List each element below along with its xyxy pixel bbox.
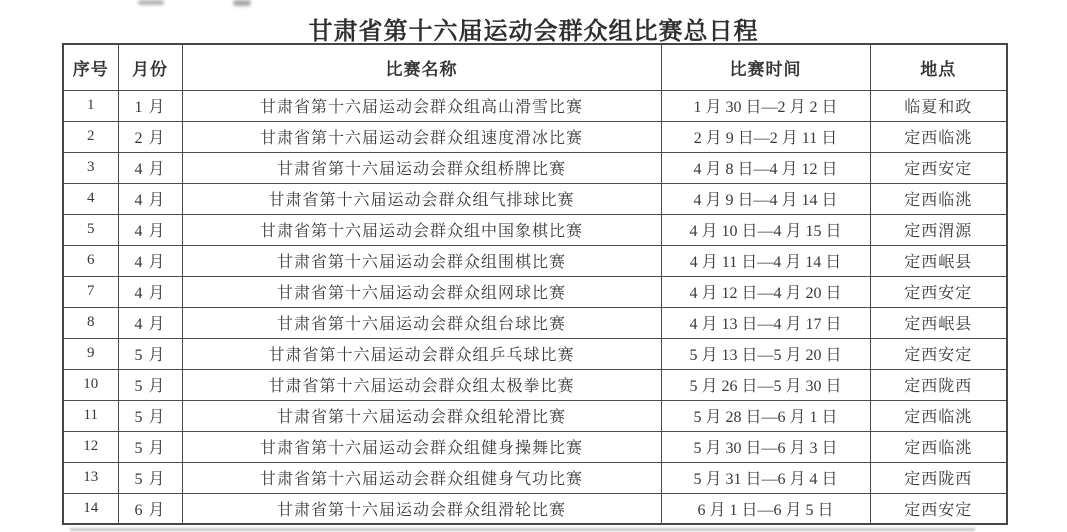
- table-row: [63, 121, 1007, 152]
- cell-serial: 10: [63, 369, 118, 400]
- cell-serial: 1: [63, 90, 118, 121]
- cell-serial: 8: [63, 307, 118, 338]
- cell-location: 定西临洮: [870, 431, 1007, 462]
- table-row: [63, 214, 1007, 245]
- cell-month: 4 月: [118, 183, 182, 214]
- cell-month: 1 月: [118, 90, 182, 121]
- cell-competition-name: 甘肃省第十六届运动会群众组网球比赛: [182, 276, 661, 307]
- cell-time: 4 月 11 日—4 月 14 日: [661, 245, 870, 276]
- cell-month: 4 月: [118, 245, 182, 276]
- cell-location: 定西临洮: [870, 121, 1007, 152]
- cell-serial: 12: [63, 431, 118, 462]
- table-row: [63, 245, 1007, 276]
- cell-competition-name: 甘肃省第十六届运动会群众组健身气功比赛: [182, 462, 661, 493]
- cell-time: 4 月 8 日—4 月 12 日: [661, 152, 870, 183]
- cell-month: 4 月: [118, 152, 182, 183]
- cell-month: 4 月: [118, 307, 182, 338]
- cell-month: 5 月: [118, 462, 182, 493]
- cell-competition-name: 甘肃省第十六届运动会群众组中国象棋比赛: [182, 214, 661, 245]
- cell-location: 定西岷县: [870, 307, 1007, 338]
- cell-location: 定西临洮: [870, 183, 1007, 214]
- column-header-location: 地点: [870, 44, 1007, 90]
- cell-competition-name: 甘肃省第十六届运动会群众组滑轮比赛: [182, 493, 661, 524]
- cell-competition-name: 甘肃省第十六届运动会群众组围棋比赛: [182, 245, 661, 276]
- cell-competition-name: 甘肃省第十六届运动会群众组速度滑冰比赛: [182, 121, 661, 152]
- cell-competition-name: 甘肃省第十六届运动会群众组气排球比赛: [182, 183, 661, 214]
- cell-time: 5 月 26 日—5 月 30 日: [661, 369, 870, 400]
- cell-month: 5 月: [118, 338, 182, 369]
- scan-artifact: [138, 0, 164, 5]
- scan-cutoff-artifact: [70, 528, 975, 531]
- cell-time: 5 月 31 日—6 月 4 日: [661, 462, 870, 493]
- cell-time: 5 月 30 日—6 月 3 日: [661, 431, 870, 462]
- cell-serial: 2: [63, 121, 118, 152]
- cell-serial: 13: [63, 462, 118, 493]
- cell-month: 2 月: [118, 121, 182, 152]
- cell-competition-name: 甘肃省第十六届运动会群众组乒乓球比赛: [182, 338, 661, 369]
- column-header-serial: 序号: [63, 44, 118, 90]
- cell-time: 4 月 12 日—4 月 20 日: [661, 276, 870, 307]
- column-header-time: 比赛时间: [661, 44, 870, 90]
- cell-serial: 14: [63, 493, 118, 524]
- cell-serial: 11: [63, 400, 118, 431]
- cell-serial: 6: [63, 245, 118, 276]
- header-row: [63, 44, 1007, 90]
- cell-month: 6 月: [118, 493, 182, 524]
- cell-competition-name: 甘肃省第十六届运动会群众组桥牌比赛: [182, 152, 661, 183]
- cell-serial: 4: [63, 183, 118, 214]
- table-row: [63, 276, 1007, 307]
- cell-location: 定西安定: [870, 493, 1007, 524]
- cell-time: 5 月 28 日—6 月 1 日: [661, 400, 870, 431]
- cell-location: 定西安定: [870, 276, 1007, 307]
- table-row: [63, 462, 1007, 493]
- cell-competition-name: 甘肃省第十六届运动会群众组轮滑比赛: [182, 400, 661, 431]
- cell-month: 4 月: [118, 214, 182, 245]
- cell-month: 4 月: [118, 276, 182, 307]
- table-row: [63, 338, 1007, 369]
- cell-serial: 9: [63, 338, 118, 369]
- table-row: [63, 183, 1007, 214]
- cell-time: 2 月 9 日—2 月 11 日: [661, 121, 870, 152]
- cell-location: 定西安定: [870, 152, 1007, 183]
- cell-location: 定西渭源: [870, 214, 1007, 245]
- cell-competition-name: 甘肃省第十六届运动会群众组台球比赛: [182, 307, 661, 338]
- table-body: [63, 90, 1007, 524]
- cell-location: 定西安定: [870, 338, 1007, 369]
- table-row: [63, 90, 1007, 121]
- cell-competition-name: 甘肃省第十六届运动会群众组高山滑雪比赛: [182, 90, 661, 121]
- scan-artifact: [233, 0, 251, 6]
- table-row: [63, 369, 1007, 400]
- cell-location: 定西陇西: [870, 369, 1007, 400]
- table-row: [63, 400, 1007, 431]
- cell-serial: 5: [63, 214, 118, 245]
- cell-serial: 3: [63, 152, 118, 183]
- column-header-competition-name: 比赛名称: [182, 44, 661, 90]
- table-row: [63, 431, 1007, 462]
- column-header-month: 月份: [118, 44, 182, 90]
- table-row: [63, 493, 1007, 524]
- cell-serial: 7: [63, 276, 118, 307]
- cell-month: 5 月: [118, 400, 182, 431]
- cell-location: 定西临洮: [870, 400, 1007, 431]
- page-title: 甘肃省第十六届运动会群众组比赛总日程: [308, 19, 759, 45]
- cell-time: 4 月 13 日—4 月 17 日: [661, 307, 870, 338]
- cell-time: 1 月 30 日—2 月 2 日: [661, 90, 870, 121]
- cell-location: 定西陇西: [870, 462, 1007, 493]
- cell-time: 4 月 10 日—4 月 15 日: [661, 214, 870, 245]
- table-row: [63, 152, 1007, 183]
- cell-time: 6 月 1 日—6 月 5 日: [661, 493, 870, 524]
- schedule-table: [62, 43, 1008, 525]
- cell-month: 5 月: [118, 369, 182, 400]
- cell-location: 定西岷县: [870, 245, 1007, 276]
- cell-competition-name: 甘肃省第十六届运动会群众组健身操舞比赛: [182, 431, 661, 462]
- table-row: [63, 307, 1007, 338]
- cell-location: 临夏和政: [870, 90, 1007, 121]
- cell-time: 5 月 13 日—5 月 20 日: [661, 338, 870, 369]
- cell-time: 4 月 9 日—4 月 14 日: [661, 183, 870, 214]
- cell-month: 5 月: [118, 431, 182, 462]
- cell-competition-name: 甘肃省第十六届运动会群众组太极拳比赛: [182, 369, 661, 400]
